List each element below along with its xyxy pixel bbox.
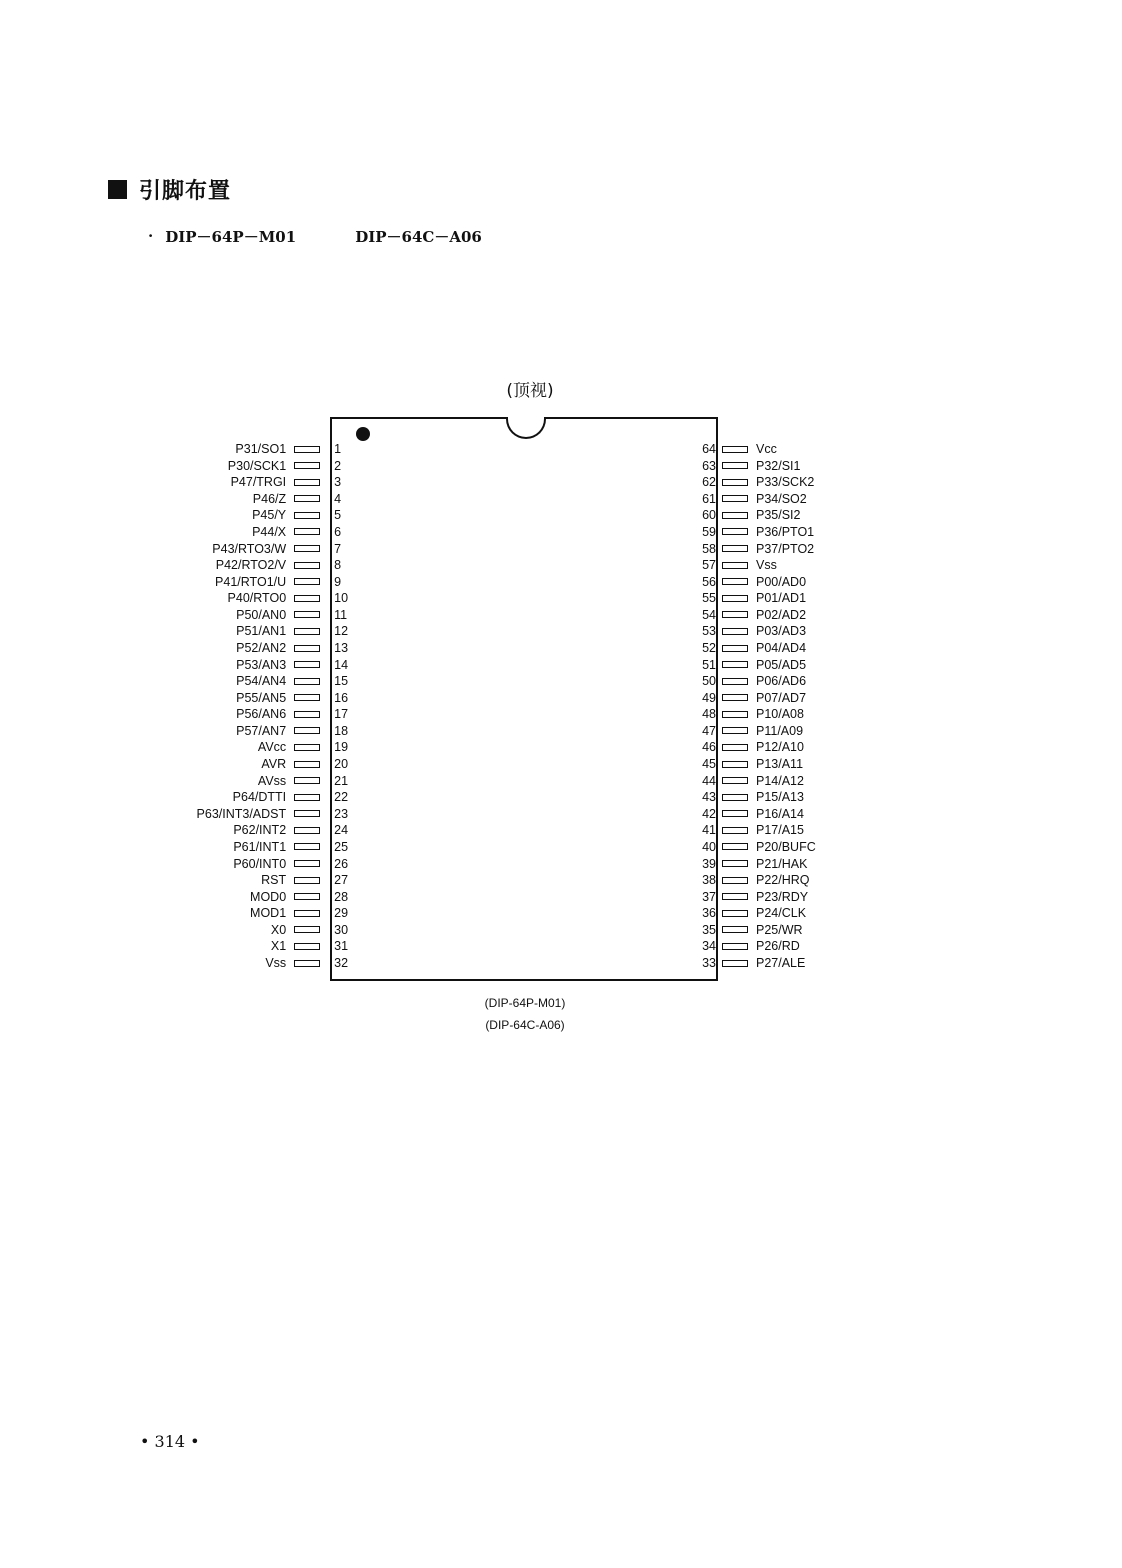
pin-name: P11/A09 [756,723,804,738]
pin-lead [294,595,320,602]
pin-row [150,839,360,855]
pin-row [690,507,890,523]
pin-number: 9 [334,574,342,589]
pin-number: 53 [702,624,716,639]
pin-number: 18 [334,723,349,738]
pin-number: 64 [702,442,716,456]
pin-row [150,590,360,606]
pin-number: 48 [702,707,716,722]
pin-row [690,640,890,656]
pin-lead [722,960,748,967]
pin-lead [722,910,748,917]
section-title: 引脚布置 [139,178,232,204]
pin-row [150,889,360,905]
pin-name: P15/A13 [756,790,804,805]
pin-name: P52/AN2 [236,641,287,655]
pin-number: 24 [334,823,349,838]
pin-row [690,657,890,673]
pin-name: P27/ALE [756,956,806,970]
pin-name: P02/AD2 [756,607,807,622]
pin-number: 44 [702,773,716,788]
pin-name: P31/SO1 [235,442,287,456]
pin-row [150,922,360,938]
pin-name: P64/DTTI [232,790,287,805]
pin-name: P21/HAK [756,856,808,871]
pin-number: 55 [702,591,716,606]
pin-row [150,607,360,623]
pin-number: 31 [334,939,349,954]
pin-lead [294,777,320,784]
pin-lead [722,446,748,453]
pin-number: 32 [334,956,349,970]
pin-name: P17/A15 [756,823,804,838]
pin-name: P13/A11 [756,757,804,771]
pin-name: P26/RD [756,939,800,954]
pin-row [150,524,360,540]
pin-row [690,474,890,490]
pin-name: AVR [261,757,287,771]
pin-lead [722,761,748,768]
pin-row [150,955,360,971]
pin-number: 13 [334,641,349,655]
pin-row [150,441,360,457]
package-list [148,225,482,247]
pin-name: P47/TRGI [230,475,287,490]
pin-lead [722,562,748,569]
pin-row [690,756,890,772]
pin-name: P10/A08 [756,707,804,722]
pin-lead [294,611,320,618]
pin-number: 56 [702,574,716,589]
pin-row [150,938,360,954]
pin-number: 42 [702,806,716,821]
pin-name: P43/RTO3/W [212,541,287,556]
pin-name: P60/INT0 [233,856,287,871]
pin-lead [722,827,748,834]
package-name: DIP－64P－M01 [165,227,297,246]
pin-name: AVss [257,773,287,788]
pin-row [690,491,890,507]
pin-name: P05/AD5 [756,657,807,672]
pin-lead [722,462,748,469]
pin-number: 51 [702,657,716,672]
pin-number: 33 [702,956,716,970]
pin-row [690,574,890,590]
pin-name: P62/INT2 [233,823,287,838]
pin-row [690,789,890,805]
section-heading [108,172,231,206]
pin-lead [722,777,748,784]
pin-name: P61/INT1 [233,839,287,854]
pin-lead [722,727,748,734]
pin-number: 23 [334,806,349,821]
pin-row [150,806,360,822]
pin-name: P54/AN4 [236,674,287,689]
pin-name: P40/RTO0 [227,591,287,606]
pin-name: P30/SCK1 [227,458,287,473]
pin-lead [294,727,320,734]
pin-lead [294,877,320,884]
pin-row [690,524,890,540]
pin-row [690,441,890,457]
pin-row [690,922,890,938]
pin-lead [294,462,320,469]
pin-row [690,905,890,921]
pin-row [690,856,890,872]
pin-number: 43 [702,790,716,805]
pin-row [690,706,890,722]
pin-lead [294,943,320,950]
pin-number: 41 [702,823,716,838]
page-number: • 314 • [140,1432,200,1451]
pin-lead [294,446,320,453]
pin-number: 17 [334,707,349,722]
pin-number: 47 [702,723,716,738]
pin-name: P35/SI2 [756,508,801,523]
pin-lead [294,794,320,801]
pin-lead [722,611,748,618]
pin-name: P37/PTO2 [756,541,815,556]
pin-row [690,938,890,954]
pin-name: P57/AN7 [236,723,287,738]
pin-name: P20/BUFC [756,839,816,854]
pin-name: Vss [265,956,287,970]
pin-lead [722,661,748,668]
chip-notch-icon [506,417,546,439]
pin-number: 57 [702,558,716,573]
pin-number: 63 [702,458,716,473]
pin-lead [294,860,320,867]
pin-row [690,541,890,557]
pin-name: P63/INT3/ADST [196,806,287,821]
pin-number: 37 [702,889,716,904]
package-caption: (DIP-64C-A06) [485,1018,565,1032]
pin-lead [722,595,748,602]
pin-row [690,872,890,888]
pin-row [150,557,360,573]
pin-lead [294,711,320,718]
pin-lead [722,545,748,552]
pin-row [690,723,890,739]
pin-number: 62 [702,475,716,490]
pin-number: 60 [702,508,716,523]
pin-number: 40 [702,839,716,854]
pin-row [690,690,890,706]
pin-row [150,458,360,474]
pin-number: 11 [334,607,348,622]
pin-name: P50/AN0 [236,607,287,622]
pin-row [690,839,890,855]
pin-row [150,706,360,722]
pin-lead [722,694,748,701]
pin-name: P25/WR [756,922,803,937]
pin-number: 7 [334,541,342,556]
pin-number: 49 [702,690,716,705]
pin-lead [722,843,748,850]
pin-lead [722,926,748,933]
pin-number: 36 [702,906,716,921]
pin-lead [294,512,320,519]
pin-name: RST [261,873,287,888]
pin-name: P12/A10 [756,740,804,755]
pin-lead [294,926,320,933]
pin-number: 3 [334,475,342,490]
pin-lead [722,877,748,884]
pin-name: X1 [270,939,287,954]
pin-name: AVcc [257,740,287,755]
pin-number: 29 [334,906,349,921]
package-name: DIP－64C－A06 [355,227,482,246]
pin-lead [294,578,320,585]
pin-number: 27 [334,873,349,888]
pin-row [150,491,360,507]
pin-lead [722,512,748,519]
pin-row [150,623,360,639]
pin-number: 16 [334,690,349,705]
pin-number: 26 [334,856,349,871]
pin-lead [294,545,320,552]
pin-number: 45 [702,757,716,771]
pin-name: X0 [270,922,287,937]
pin-name: P42/RTO2/V [215,558,287,573]
pin-lead [294,562,320,569]
pin-number: 15 [334,674,349,689]
pin-name: P34/SO2 [756,491,807,506]
pin-row [150,822,360,838]
pin-lead [294,761,320,768]
pin-row [690,955,890,971]
pin-number: 20 [334,757,349,771]
pin-row [150,690,360,706]
pin-name: MOD1 [250,906,287,921]
pin-name: P04/AD4 [756,641,807,655]
pin-lead [722,893,748,900]
pin-row [690,773,890,789]
pin-number: 58 [702,541,716,556]
pin1-marker-icon [356,427,370,441]
pin-row [150,789,360,805]
pin-lead [722,678,748,685]
pin-name: P36/PTO1 [756,524,815,539]
pin-lead [294,495,320,502]
pin-row [690,557,890,573]
pin-name: P22/HRQ [756,873,810,888]
pin-row [150,673,360,689]
pin-number: 8 [334,558,342,573]
bullet: · [148,227,154,245]
pin-lead [722,794,748,801]
pin-number: 4 [334,491,342,506]
pin-lead [722,628,748,635]
pin-row [150,541,360,557]
package-caption: (DIP-64P-M01) [484,996,566,1010]
pin-name: P45/Y [252,508,287,523]
pin-row [150,474,360,490]
pin-lead [722,528,748,535]
pin-row [150,723,360,739]
heading-square-icon [108,180,127,199]
pin-row [150,756,360,772]
pin-row [690,458,890,474]
pin-number: 14 [334,657,349,672]
pin-row [690,889,890,905]
pin-number: 52 [702,641,716,655]
pin-lead [294,479,320,486]
pin-row [150,507,360,523]
pin-name: Vss [756,558,777,573]
pin-number: 54 [702,607,716,622]
pin-name: Vcc [756,442,777,456]
pin-number: 39 [702,856,716,871]
pin-name: P07/AD7 [756,690,807,705]
pin-name: P55/AN5 [236,690,287,705]
pin-name: P32/SI1 [756,458,801,473]
pin-row [690,607,890,623]
pin-lead [294,678,320,685]
pin-name: P16/A14 [756,806,804,821]
pin-lead [294,661,320,668]
pin-row [150,773,360,789]
pin-number: 59 [702,524,716,539]
pin-lead [722,495,748,502]
pin-row [690,590,890,606]
pin-lead [722,479,748,486]
pin-number: 50 [702,674,716,689]
pin-number: 1 [334,442,342,456]
pin-row [150,657,360,673]
pin-lead [294,827,320,834]
pin-row [690,739,890,755]
pin-name: P24/CLK [756,906,807,921]
pin-number: 34 [702,939,716,954]
pin-row [150,872,360,888]
pin-number: 6 [334,524,342,539]
pin-lead [722,744,748,751]
pin-name: P46/Z [252,491,287,506]
pin-name: P01/AD1 [756,591,807,606]
pin-number: 5 [334,508,342,523]
view-label: (顶视) [506,381,554,401]
pin-lead [294,810,320,817]
pin-name: P53/AN3 [236,657,287,672]
pin-row [150,856,360,872]
pin-lead [294,960,320,967]
pin-lead [722,943,748,950]
pin-lead [294,694,320,701]
chip-body [330,417,718,981]
pin-lead [294,744,320,751]
pin-name: P03/AD3 [756,624,807,639]
pin-name: P44/X [252,524,287,539]
pin-row [690,822,890,838]
pin-lead [294,910,320,917]
pin-lead [294,628,320,635]
pin-lead [722,810,748,817]
pin-number: 30 [334,922,349,937]
pin-name: P41/RTO1/U [215,574,287,589]
pin-name: P51/AN1 [236,624,287,639]
pin-number: 22 [334,790,349,805]
pin-row [690,806,890,822]
pin-row [690,623,890,639]
pin-name: P33/SCK2 [756,475,815,490]
pin-number: 10 [334,591,349,606]
pin-name: P00/AD0 [756,574,807,589]
pin-number: 19 [334,740,349,755]
pin-lead [722,645,748,652]
pin-name: P14/A12 [756,773,804,788]
pin-lead [294,893,320,900]
pin-number: 2 [334,458,342,473]
pin-number: 28 [334,889,349,904]
pin-name: P23/RDY [756,889,809,904]
pin-number: 46 [702,740,716,755]
pin-name: P06/AD6 [756,674,807,689]
pin-lead [722,860,748,867]
pin-lead [294,843,320,850]
pin-lead [294,528,320,535]
pin-number: 61 [702,491,716,506]
pin-lead [722,578,748,585]
pin-row [150,905,360,921]
pin-row [150,640,360,656]
pin-number: 12 [334,624,349,639]
pin-number: 35 [702,922,716,937]
pin-row [150,574,360,590]
pin-name: MOD0 [250,889,287,904]
pin-number: 21 [334,773,349,788]
pin-name: P56/AN6 [236,707,287,722]
pin-row [690,673,890,689]
pin-number: 38 [702,873,716,888]
pin-row [150,739,360,755]
pin-number: 25 [334,839,349,854]
pin-lead [294,645,320,652]
pin-lead [722,711,748,718]
